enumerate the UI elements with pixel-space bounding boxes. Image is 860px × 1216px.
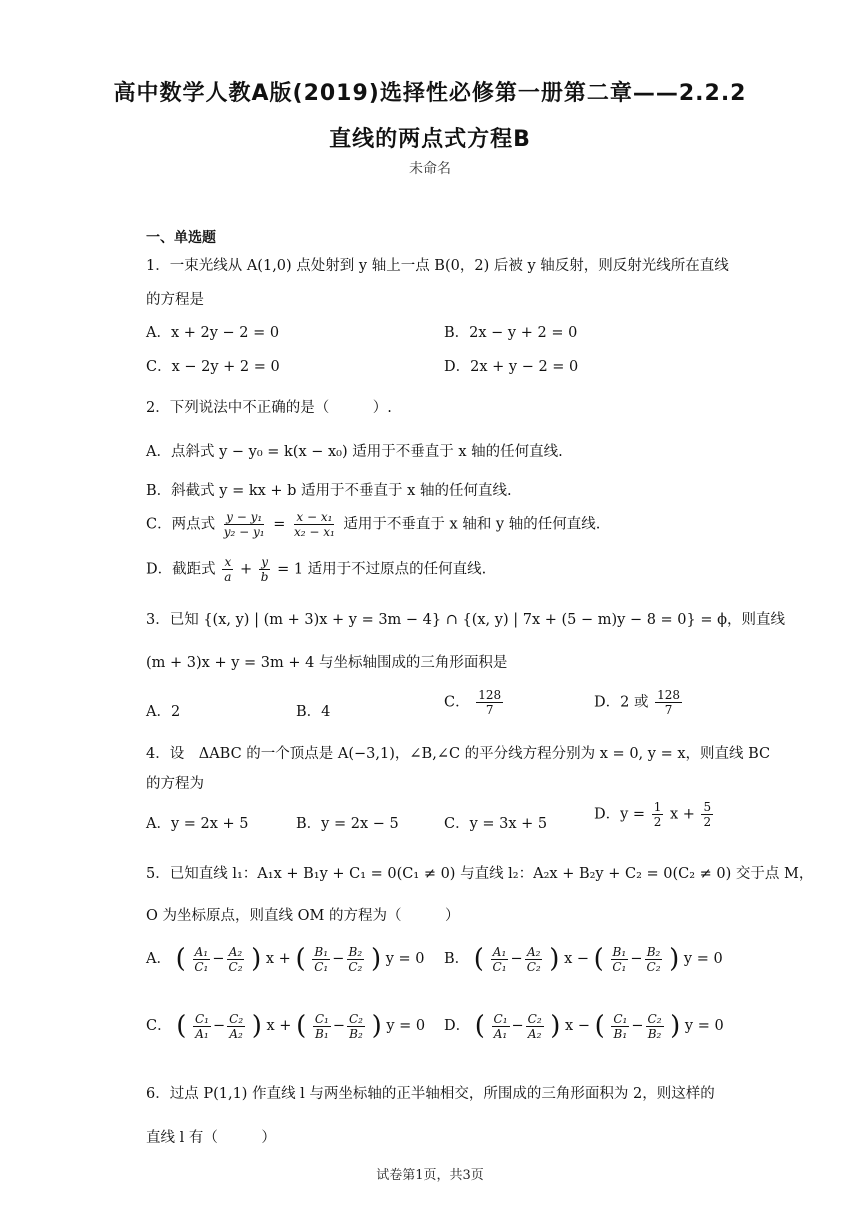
q5-b-f4-den: C₂ (646, 959, 661, 974)
q2-c-prefix: C．两点式 (146, 516, 216, 533)
q5-c-f3-num: C₁ (314, 1011, 329, 1026)
q2-d-f2-denominator: b (260, 570, 269, 584)
q2-c-f1-denominator: y₂ − y₁ (223, 525, 265, 539)
q5-c-op: x + (266, 1018, 292, 1034)
q5-d-f2-den: A₂ (527, 1026, 542, 1041)
q2-option-c[interactable] (146, 510, 600, 539)
q5-c-f1-den: A₁ (195, 1026, 209, 1041)
q5-option-c[interactable]: C． ( $\frac{\text{C₁}}{\text{A₁}}$ − $\frac{\text{C₂}}{\text{A₂}}$ ) x + ( $\frac{\text{C₁}}{\text{B₁}}$ − $\frac{\text{C₂}}{\text{B₂}}$ ) y = 0 (146, 1011, 426, 1041)
q5-d-op: x − (565, 1018, 590, 1034)
q3-d-fraction (655, 688, 682, 717)
q5-d-f3-den: B₁ (613, 1026, 628, 1041)
q5-a-f1-num: A₁ (194, 944, 209, 959)
q2-d-plus: + (240, 561, 253, 578)
q3-option-a[interactable]: A．2 (146, 704, 181, 720)
q4-d-fraction-2 (701, 800, 713, 829)
q5-b-f1-num: A₁ (492, 944, 507, 959)
q5-b-f4-num: B₂ (646, 944, 661, 959)
page-title-line2: 直线的两点式方程B (329, 127, 531, 152)
q3-stem-line2: (m + 3)x + y = 3m + 4 与坐标轴围成的三角形面积是 (146, 655, 508, 671)
q2-c-equals: = (273, 516, 286, 533)
q4-option-d[interactable] (594, 800, 715, 829)
q5-c-f4-den: B₂ (349, 1026, 363, 1041)
q3-d-prefix: D．2 或 (594, 694, 649, 711)
q2-c-fraction-2 (292, 510, 337, 539)
q4-stem-line2: 的方程为 (146, 776, 204, 792)
section-heading: 一、单选题 (146, 230, 216, 246)
q4-d-f1-denominator: 2 (653, 815, 662, 829)
q4-d-mid: x + (669, 806, 695, 823)
q1-option-b[interactable]: B．2x − y + 2 = 0 (444, 325, 578, 341)
q5-a-f4-num: B₂ (348, 944, 363, 959)
q5-a-f4-den: C₂ (348, 959, 363, 974)
q5-d-f2-num: C₂ (527, 1011, 542, 1026)
q5-c-f2-den: A₂ (229, 1026, 243, 1041)
q5-a-f2-den: C₂ (228, 959, 243, 974)
q3-c-numerator: 128 (478, 688, 502, 702)
q2-d-suffix: = 1 适用于不过原点的任何直线. (277, 561, 487, 578)
q1-stem-line2: 的方程是 (146, 292, 204, 308)
q3-c-denominator: 7 (485, 703, 494, 717)
q3-c-fraction (476, 688, 503, 717)
q4-d-f1-numerator: 1 (653, 800, 662, 814)
q4-option-a[interactable]: A．y = 2x + 5 (146, 816, 249, 832)
q4-option-b[interactable]: B．y = 2x − 5 (296, 816, 399, 832)
q4-stem-line1: 4．设 ΔABC 的一个顶点是 A(−3,1)，∠B,∠C 的平分线方程分别为 x = 0, y = x，则直线 BC (146, 746, 771, 762)
q5-stem-line1: 5．已知直线 l₁：A₁x + B₁y + C₁ = 0(C₁ ≠ 0) 与直线 l₂：A₂x + B₂y + C₂ = 0(C₂ ≠ 0) 交于点 M， (146, 866, 814, 882)
q3-c-prefix: C． (444, 694, 470, 711)
q5-b-label: B． (444, 951, 470, 967)
q5-a-f3-num: B₁ (314, 944, 329, 959)
q2-d-fraction-1 (222, 555, 233, 584)
q4-d-fraction-1 (652, 800, 664, 829)
q4-option-c[interactable]: C．y = 3x + 5 (444, 816, 548, 832)
q2-c-fraction-1 (222, 510, 267, 539)
q5-d-f4-num: C₂ (647, 1011, 662, 1026)
q4-d-prefix: D．y = (594, 806, 646, 823)
q4-d-f2-denominator: 2 (703, 815, 712, 829)
author: 未命名 (409, 161, 451, 177)
q5-b-f1-den: C₁ (492, 959, 507, 974)
q5-d-f4-den: B₂ (647, 1026, 662, 1041)
q5-b-f3-den: C₁ (612, 959, 627, 974)
q2-d-f2-numerator: y (261, 555, 269, 569)
q2-d-prefix: D．截距式 (146, 561, 216, 578)
q3-d-numerator: 128 (657, 688, 680, 702)
q5-d-f1-den: A₁ (493, 1026, 508, 1041)
q5-option-d[interactable]: D． ( $\frac{\text{C₁}}{\text{A₁}}$ − $\frac{\text{C₂}}{\text{A₂}}$ ) x − ( $\frac{\text{C₁}}{\text{B₁}}$ − $\frac{\text{C₂}}{\text{B₂}}$ ) y = 0 (444, 1011, 724, 1041)
q5-c-f1-num: C₁ (194, 1011, 209, 1026)
q2-stem: 2．下列说法中不正确的是（ ）. (146, 400, 392, 416)
q2-d-fraction-2 (259, 555, 271, 584)
q5-b-op: x − (564, 951, 589, 967)
q3-option-b[interactable]: B．4 (296, 704, 331, 720)
q2-c-suffix: 适用于不垂直于 x 轴和 y 轴的任何直线. (343, 516, 601, 533)
q1-option-d[interactable]: D．2x + y − 2 = 0 (444, 359, 579, 375)
q2-option-a[interactable]: A．点斜式 y − y₀ = k(x − x₀) 适用于不垂直于 x 轴的任何直线. (146, 444, 563, 460)
q5-c-tail: y = 0 (386, 1018, 426, 1034)
q5-a-f1-den: C₁ (194, 959, 209, 974)
q2-option-b[interactable]: B．斜截式 y = kx + b 适用于不垂直于 x 轴的任何直线. (146, 483, 512, 499)
q5-a-f3-den: C₁ (314, 959, 329, 974)
q2-d-f1-numerator: x (224, 555, 232, 569)
q3-d-denominator: 7 (664, 703, 673, 717)
q1-option-a[interactable]: A．x + 2y − 2 = 0 (146, 325, 280, 341)
q3-option-c[interactable] (444, 688, 505, 717)
q5-c-label: C． (146, 1018, 172, 1034)
q5-c-f2-num: C₂ (229, 1011, 244, 1026)
q2-c-f2-numerator: x − x₁ (296, 510, 333, 524)
q5-a-tail: y = 0 (385, 951, 425, 967)
q5-c-f3-den: B₁ (315, 1026, 329, 1041)
q4-d-f2-numerator: 5 (703, 800, 712, 814)
q5-b-tail: y = 0 (683, 951, 723, 967)
q2-d-f1-denominator: a (224, 570, 232, 584)
q5-d-f3-num: C₁ (613, 1011, 628, 1026)
q1-stem-line1: 1．一束光线从 A(1,0) 点处射到 y 轴上一点 B(0，2) 后被 y 轴反射，则反射光线所在直线 (146, 258, 729, 274)
q2-c-f1-numerator: y − y₁ (226, 510, 263, 524)
q5-a-label: A． (146, 951, 171, 967)
page-title-line1: 高中数学人教A版(2019)选择性必修第一册第二章——2.2.2 (113, 81, 747, 106)
q1-option-c[interactable]: C．x − 2y + 2 = 0 (146, 359, 280, 375)
q2-option-d[interactable] (146, 555, 486, 584)
q5-option-a[interactable]: A． ( $\frac{\text{A₁}}{\text{C₁}}$ − $\frac{\text{A₂}}{\text{C₂}}$ ) x + ( $\frac{\text{B₁}}{\text{C₁}}$ − $\frac{\text{B₂}}{\text{C₂}}$ ) y = 0 (146, 944, 425, 974)
q3-stem-line1: 3．已知 {(x, y) | (m + 3)x + y = 3m − 4} ∩ {(x, y) | 7x + (5 − m)y − 8 = 0} = ϕ，则直线 (146, 612, 785, 628)
q5-d-f1-num: C₁ (493, 1011, 508, 1026)
q5-a-f2-num: A₂ (228, 944, 243, 959)
q3-option-d[interactable] (594, 688, 684, 717)
q5-stem-line2: O 为坐标原点，则直线 OM 的方程为（ ） (146, 908, 460, 924)
q5-b-f2-num: A₂ (526, 944, 541, 959)
q5-b-f3-num: B₁ (612, 944, 627, 959)
q5-option-b[interactable]: B． ( $\frac{\text{A₁}}{\text{C₁}}$ − $\frac{\text{A₂}}{\text{C₂}}$ ) x − ( $\frac{\text{B₁}}{\text{C₁}}$ − $\frac{\text{B₂}}{\text{C₂}}$ ) y = 0 (444, 944, 723, 974)
q6-stem-line2: 直线 l 有（ ） (146, 1130, 276, 1146)
q6-stem-line1: 6．过点 P(1,1) 作直线 l 与两坐标轴的正半轴相交，所围成的三角形面积为 2，则这样的 (146, 1086, 715, 1102)
page-footer: 试卷第1页，共3页 (376, 1168, 484, 1183)
q5-c-f4-num: C₂ (348, 1011, 363, 1026)
q2-c-f2-denominator: x₂ − x₁ (293, 525, 335, 539)
q5-d-label: D． (444, 1018, 471, 1034)
q5-d-tail: y = 0 (684, 1018, 724, 1034)
q5-b-f2-den: C₂ (526, 959, 541, 974)
q5-a-op: x + (265, 951, 291, 967)
